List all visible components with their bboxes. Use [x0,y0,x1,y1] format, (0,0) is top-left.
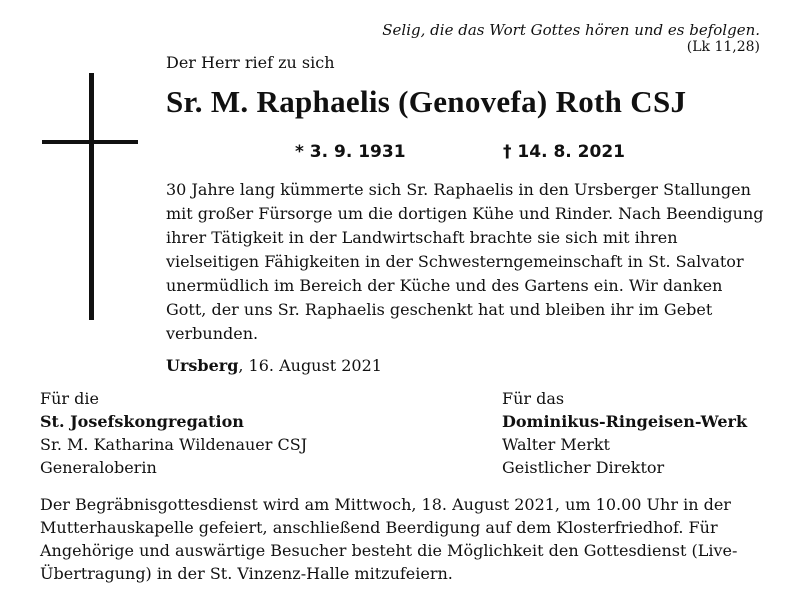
quote-text: Selig, die das Wort Gottes hören und es befolgen. [382,21,760,39]
signatory-left [40,387,307,479]
signatory-right [502,387,747,479]
funeral-information: Der Begräbnisgottesdienst wird am Mittwoch, 18. August 2021, um 10.00 Uhr in der Mutterhauskapelle gefeiert, anschließend Beerdigung auf dem Klosterfriedhof. Für Angehörige und auswärtige Besucher besteht die Möglichkeit den Gottesdienst (Live-Übertragung) in der St. Vinzenz-Halle mitzufeiern. [40,495,738,583]
biography-text: 30 Jahre lang kümmerte sich Sr. Raphaelis in den Ursberger Stallungen mit großer Fürsorge um die dortigen Kühe und Rinder. Nach Beendigung ihrer Tätigkeit in der Landwirtschaft brachte sie sich mit ihren vielseitigen Fähigkeiten in der Schwesterngemeinschaft in St. Salvator unermüdlich im Bereich der Küche und des Gartens ein. Wir danken Gott, der uns Sr. Raphaelis geschenkt hat und bleiben ihr im Gebet verbunden. [166,180,764,343]
signatory-prefix: Für die [40,389,99,408]
intro-line: Der Herr rief zu sich [166,53,335,72]
place-town: Ursberg [166,356,239,375]
signatory-role: Geistlicher Direktor [502,458,665,477]
signatory-organization: Dominikus-Ringeisen-Werk [502,412,748,431]
cross-horizontal-bar [42,140,138,144]
bible-quote [382,22,760,56]
birth-date: * 3. 9. 1931 [295,142,406,162]
signatory-prefix: Für das [502,389,565,408]
signatory-person: Walter Merkt [502,435,610,454]
quote-reference: (Lk 11,28) [686,39,760,55]
signatory-role: Generaloberin [40,458,157,477]
deceased-name: Sr. M. Raphaelis (Genovefa) Roth CSJ [166,84,687,119]
place-and-date [166,356,382,375]
signatory-person: Sr. M. Katharina Wildenauer CSJ [40,435,308,454]
place-date: , 16. August 2021 [238,356,382,375]
signatory-organization: St. Josefskongregation [40,412,244,431]
cross-vertical-bar [89,73,94,320]
death-date: † 14. 8. 2021 [503,142,625,162]
